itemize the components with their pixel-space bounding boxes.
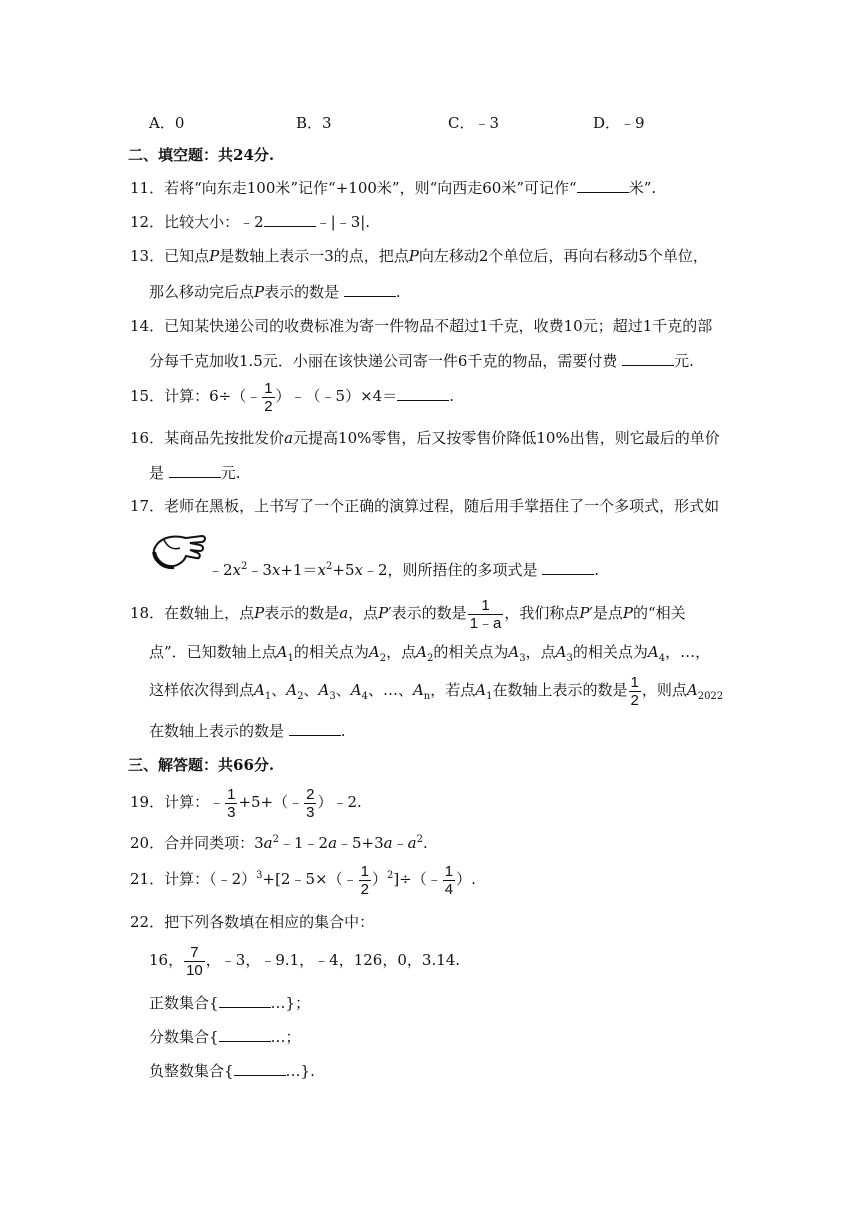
subscript: 2022 <box>697 691 724 702</box>
q20-text: ﹣5+3 <box>337 834 384 852</box>
q18-text: 点”．已知数轴上点 <box>149 643 277 661</box>
var-p: P <box>254 283 265 301</box>
q13-text: . <box>395 283 401 301</box>
numerator: 1 <box>227 785 236 803</box>
question-19 <box>130 782 362 822</box>
q18-text: 18．在数轴上，点 <box>130 604 255 622</box>
q11-text: 11．若将“向东走100米”记作“+100米”，则“向西走60米”可记作“ <box>130 179 577 197</box>
q18-text: ，则点 <box>641 681 687 699</box>
denominator: 2 <box>264 397 273 415</box>
q12-text: 12．比较大小：﹣2 <box>130 213 264 231</box>
denominator: 1﹣a <box>469 614 502 632</box>
hand-icon <box>150 528 208 574</box>
exponent: 3 <box>256 870 263 881</box>
var-x: x <box>317 561 326 579</box>
fraction <box>359 863 371 898</box>
q17-text: +5 <box>332 561 355 579</box>
denominator: 4 <box>444 880 454 898</box>
set-label: 负整数集合{ <box>149 1062 234 1080</box>
set-label: 正数集合{ <box>149 994 219 1012</box>
q13-text: 13．已知点 <box>130 247 210 265</box>
negative-integer-set <box>149 1060 315 1081</box>
question-20 <box>130 833 428 853</box>
numerator: 1 <box>630 673 639 691</box>
set-end: …}； <box>270 994 311 1012</box>
answer-blank <box>344 281 396 297</box>
q18-text: 的相关点为 <box>572 643 648 661</box>
set-end: …； <box>270 1028 301 1046</box>
subscript: 1 <box>486 691 493 702</box>
denominator: 3 <box>227 803 236 821</box>
q18-text: ，我们称点 <box>504 604 580 622</box>
var-a-point: A <box>254 681 265 699</box>
var-p: P <box>378 604 389 622</box>
question-13-line-2 <box>149 281 401 302</box>
q18-text: 、…、 <box>367 681 413 699</box>
var-a-point: A <box>286 681 298 699</box>
question-17-line-2 <box>208 559 599 580</box>
answer-blank <box>622 350 674 366</box>
q21-text: ]÷（﹣ <box>393 870 442 888</box>
q13-text: 向左移动2个单位后，再向右移动5个单位， <box>418 247 708 265</box>
subscript: 4 <box>361 691 368 702</box>
var-a: a <box>284 429 294 447</box>
q18-text: ，点 <box>348 604 379 622</box>
q17-text: . <box>594 561 600 579</box>
q15-text: 15．计算：6÷（﹣ <box>130 387 262 405</box>
var-a-point: A <box>508 643 520 661</box>
q18-text: 、 <box>271 681 287 699</box>
set-label: 分数集合{ <box>149 1028 219 1046</box>
answer-blank <box>397 385 449 401</box>
subscript: 1 <box>287 653 294 664</box>
subscript: 1 <box>264 691 272 702</box>
q18-text: 表示的数是 <box>264 604 340 622</box>
question-18-line-4 <box>149 720 346 741</box>
denominator: 2 <box>630 691 639 709</box>
q18-text: ′表示的数是 <box>388 604 467 622</box>
q16-text: 元提高10%零售，后又按零售价降低10%出售，则它最后的单价 <box>293 429 720 447</box>
q19-text: 19．计算：﹣ <box>130 793 225 811</box>
q20-text: . <box>422 834 428 852</box>
numerator: 1 <box>444 862 454 880</box>
denominator: 3 <box>306 803 315 821</box>
var-a-point: A <box>412 681 424 699</box>
exponent: 2 <box>241 561 248 572</box>
q17-text: ﹣2 <box>208 561 233 579</box>
q18-text: 这样依次得到点 <box>149 681 255 699</box>
var-a: a <box>383 834 393 852</box>
set-end: …}. <box>285 1062 315 1080</box>
question-11 <box>130 177 656 198</box>
option-c: C．﹣3 <box>448 114 500 132</box>
q18-text: 、 <box>335 681 351 699</box>
option-d: D．﹣9 <box>593 114 645 132</box>
question-18-line-2 <box>149 642 710 662</box>
denominator: 10 <box>186 961 203 979</box>
exponent: 2 <box>386 870 394 881</box>
q18-text: ，点 <box>386 643 417 661</box>
q17-text: ﹣2，则所捂住的多项式是 <box>362 561 543 579</box>
positive-set <box>149 992 310 1013</box>
answer-blank <box>577 177 629 193</box>
q18-text: 的相关点为 <box>433 643 509 661</box>
fraction-set <box>149 1026 301 1047</box>
fraction <box>225 786 237 821</box>
question-22: 22．把下列各数填在相应的集合中： <box>130 913 375 931</box>
q20-text: 20．合并同类项：3 <box>130 834 264 852</box>
answer-blank <box>264 211 316 227</box>
var-a: a <box>328 834 338 852</box>
var-a-point: A <box>350 681 362 699</box>
fraction <box>304 786 316 821</box>
q16-text: 是 <box>149 464 169 482</box>
q18-text: ，…， <box>665 643 711 661</box>
question-21 <box>130 859 476 899</box>
q16-text: 元. <box>220 464 241 482</box>
numerator: 7 <box>184 944 205 962</box>
var-p: P <box>254 604 265 622</box>
var-a: a <box>407 834 417 852</box>
var-a-point: A <box>686 681 698 699</box>
q18-text: 的“相关 <box>632 604 686 622</box>
subscript: 3 <box>566 653 573 664</box>
var-a-point: A <box>318 681 330 699</box>
answer-blank <box>219 992 271 1008</box>
var-a-point: A <box>475 681 487 699</box>
numerator: 2 <box>306 785 315 803</box>
q17-text: ﹣3 <box>247 561 272 579</box>
q21-text: +[2﹣5×（﹣ <box>262 870 358 888</box>
denominator: 2 <box>360 880 369 898</box>
exponent: 2 <box>272 834 279 845</box>
section-2-heading: 二、填空题：共24分. <box>128 146 275 164</box>
question-16-line-1 <box>130 428 720 448</box>
question-17-line-1: 17．老师在黑板，上书写了一个正确的演算过程，随后用手掌捂住了一个多项式，形式如 <box>130 497 720 515</box>
q18-text: ′是点 <box>589 604 623 622</box>
q22-text: 16， <box>149 951 184 969</box>
var-a-point: A <box>555 643 567 661</box>
numerator: 1 <box>264 379 273 397</box>
q16-text: 16．某商品先按批发价 <box>130 429 285 447</box>
answer-blank <box>289 720 341 736</box>
var-x: x <box>354 561 363 579</box>
numerator: 1 <box>468 597 504 615</box>
question-14-line-1: 14．已知某快递公司的收费标准为寄一件物品不超过1千克，收费10元；超过1千克的部 <box>130 317 713 335</box>
subscript: 4 <box>658 653 666 664</box>
fraction <box>443 863 455 898</box>
var-x: x <box>271 561 281 579</box>
q15-text: . <box>449 387 454 405</box>
q21-text: ） <box>371 870 387 888</box>
var-x: x <box>232 561 242 579</box>
q18-text: . <box>340 722 346 740</box>
q15-text: ）﹣（﹣5）×4＝ <box>275 387 398 405</box>
q13-text: 是数轴上表示一3的点，把点 <box>219 247 409 265</box>
var-a-point: A <box>368 643 380 661</box>
fraction <box>468 597 504 632</box>
var-a-point: A <box>416 643 427 661</box>
q18-text: 在数轴上表示的数是 <box>149 722 289 740</box>
var-a-point: A <box>647 643 659 661</box>
question-16-line-2 <box>149 462 241 483</box>
q19-text: ）﹣2. <box>317 793 362 811</box>
question-18-line-1 <box>130 593 686 633</box>
q14-text: 元. <box>674 352 694 370</box>
q13-text: 那么移动完后点 <box>149 283 255 301</box>
subscript: n <box>423 691 431 702</box>
var-p: P <box>579 604 590 622</box>
answer-blank <box>169 462 221 478</box>
var-a: a <box>263 834 273 852</box>
q18-text: 、 <box>303 681 319 699</box>
var-a-point: A <box>276 643 288 661</box>
q20-text: ﹣1﹣2 <box>278 834 329 852</box>
answer-blank <box>234 1060 286 1076</box>
question-13-line-1 <box>130 246 708 266</box>
var-a: a <box>339 604 349 622</box>
q18-text: ，若点 <box>430 681 476 699</box>
question-15 <box>130 378 454 415</box>
var-p: P <box>408 247 419 265</box>
answer-blank <box>542 559 594 575</box>
section-3-heading: 三、解答题：共66分. <box>128 756 275 774</box>
q14-text: 分每千克加收1.5元．小丽在该快递公司寄一件6千克的物品，需要付费 <box>149 352 623 370</box>
subscript: 2 <box>297 691 304 702</box>
q18-text: 的相关点为 <box>293 643 369 661</box>
q11-text-end: 米”. <box>628 179 657 197</box>
fraction <box>629 674 641 709</box>
question-14-line-2 <box>149 350 694 371</box>
numerator: 1 <box>360 862 369 880</box>
q20-text: ﹣ <box>392 834 408 852</box>
q22-text: ，﹣3，﹣9.1，﹣4，126，0，3.14. <box>205 951 461 969</box>
option-a: A．0 <box>149 114 185 132</box>
subscript: 2 <box>379 653 387 664</box>
question-12 <box>130 211 370 232</box>
var-p: P <box>209 247 220 265</box>
exponent: 2 <box>416 834 423 845</box>
answer-blank <box>219 1026 271 1042</box>
q18-text: ，点 <box>525 643 556 661</box>
option-b: B．3 <box>296 114 332 132</box>
var-p: P <box>622 604 633 622</box>
q17-text: +1＝ <box>280 561 318 579</box>
question-22-numbers <box>149 940 460 980</box>
q21-text: 21．计算：（﹣2） <box>130 870 257 888</box>
question-18-line-3 <box>149 670 723 710</box>
q19-text: +5+（﹣ <box>238 793 304 811</box>
exponent: 2 <box>326 561 333 572</box>
fraction <box>262 380 274 415</box>
subscript: 3 <box>329 691 336 702</box>
q21-text: ）. <box>456 870 476 888</box>
subscript: 3 <box>519 653 526 664</box>
q12-text-end: ﹣|﹣3|. <box>315 213 371 231</box>
subscript: 2 <box>426 653 434 664</box>
q18-text: 在数轴上表示的数是 <box>492 681 628 699</box>
fraction <box>184 944 205 979</box>
q13-text: 表示的数是 <box>264 283 344 301</box>
